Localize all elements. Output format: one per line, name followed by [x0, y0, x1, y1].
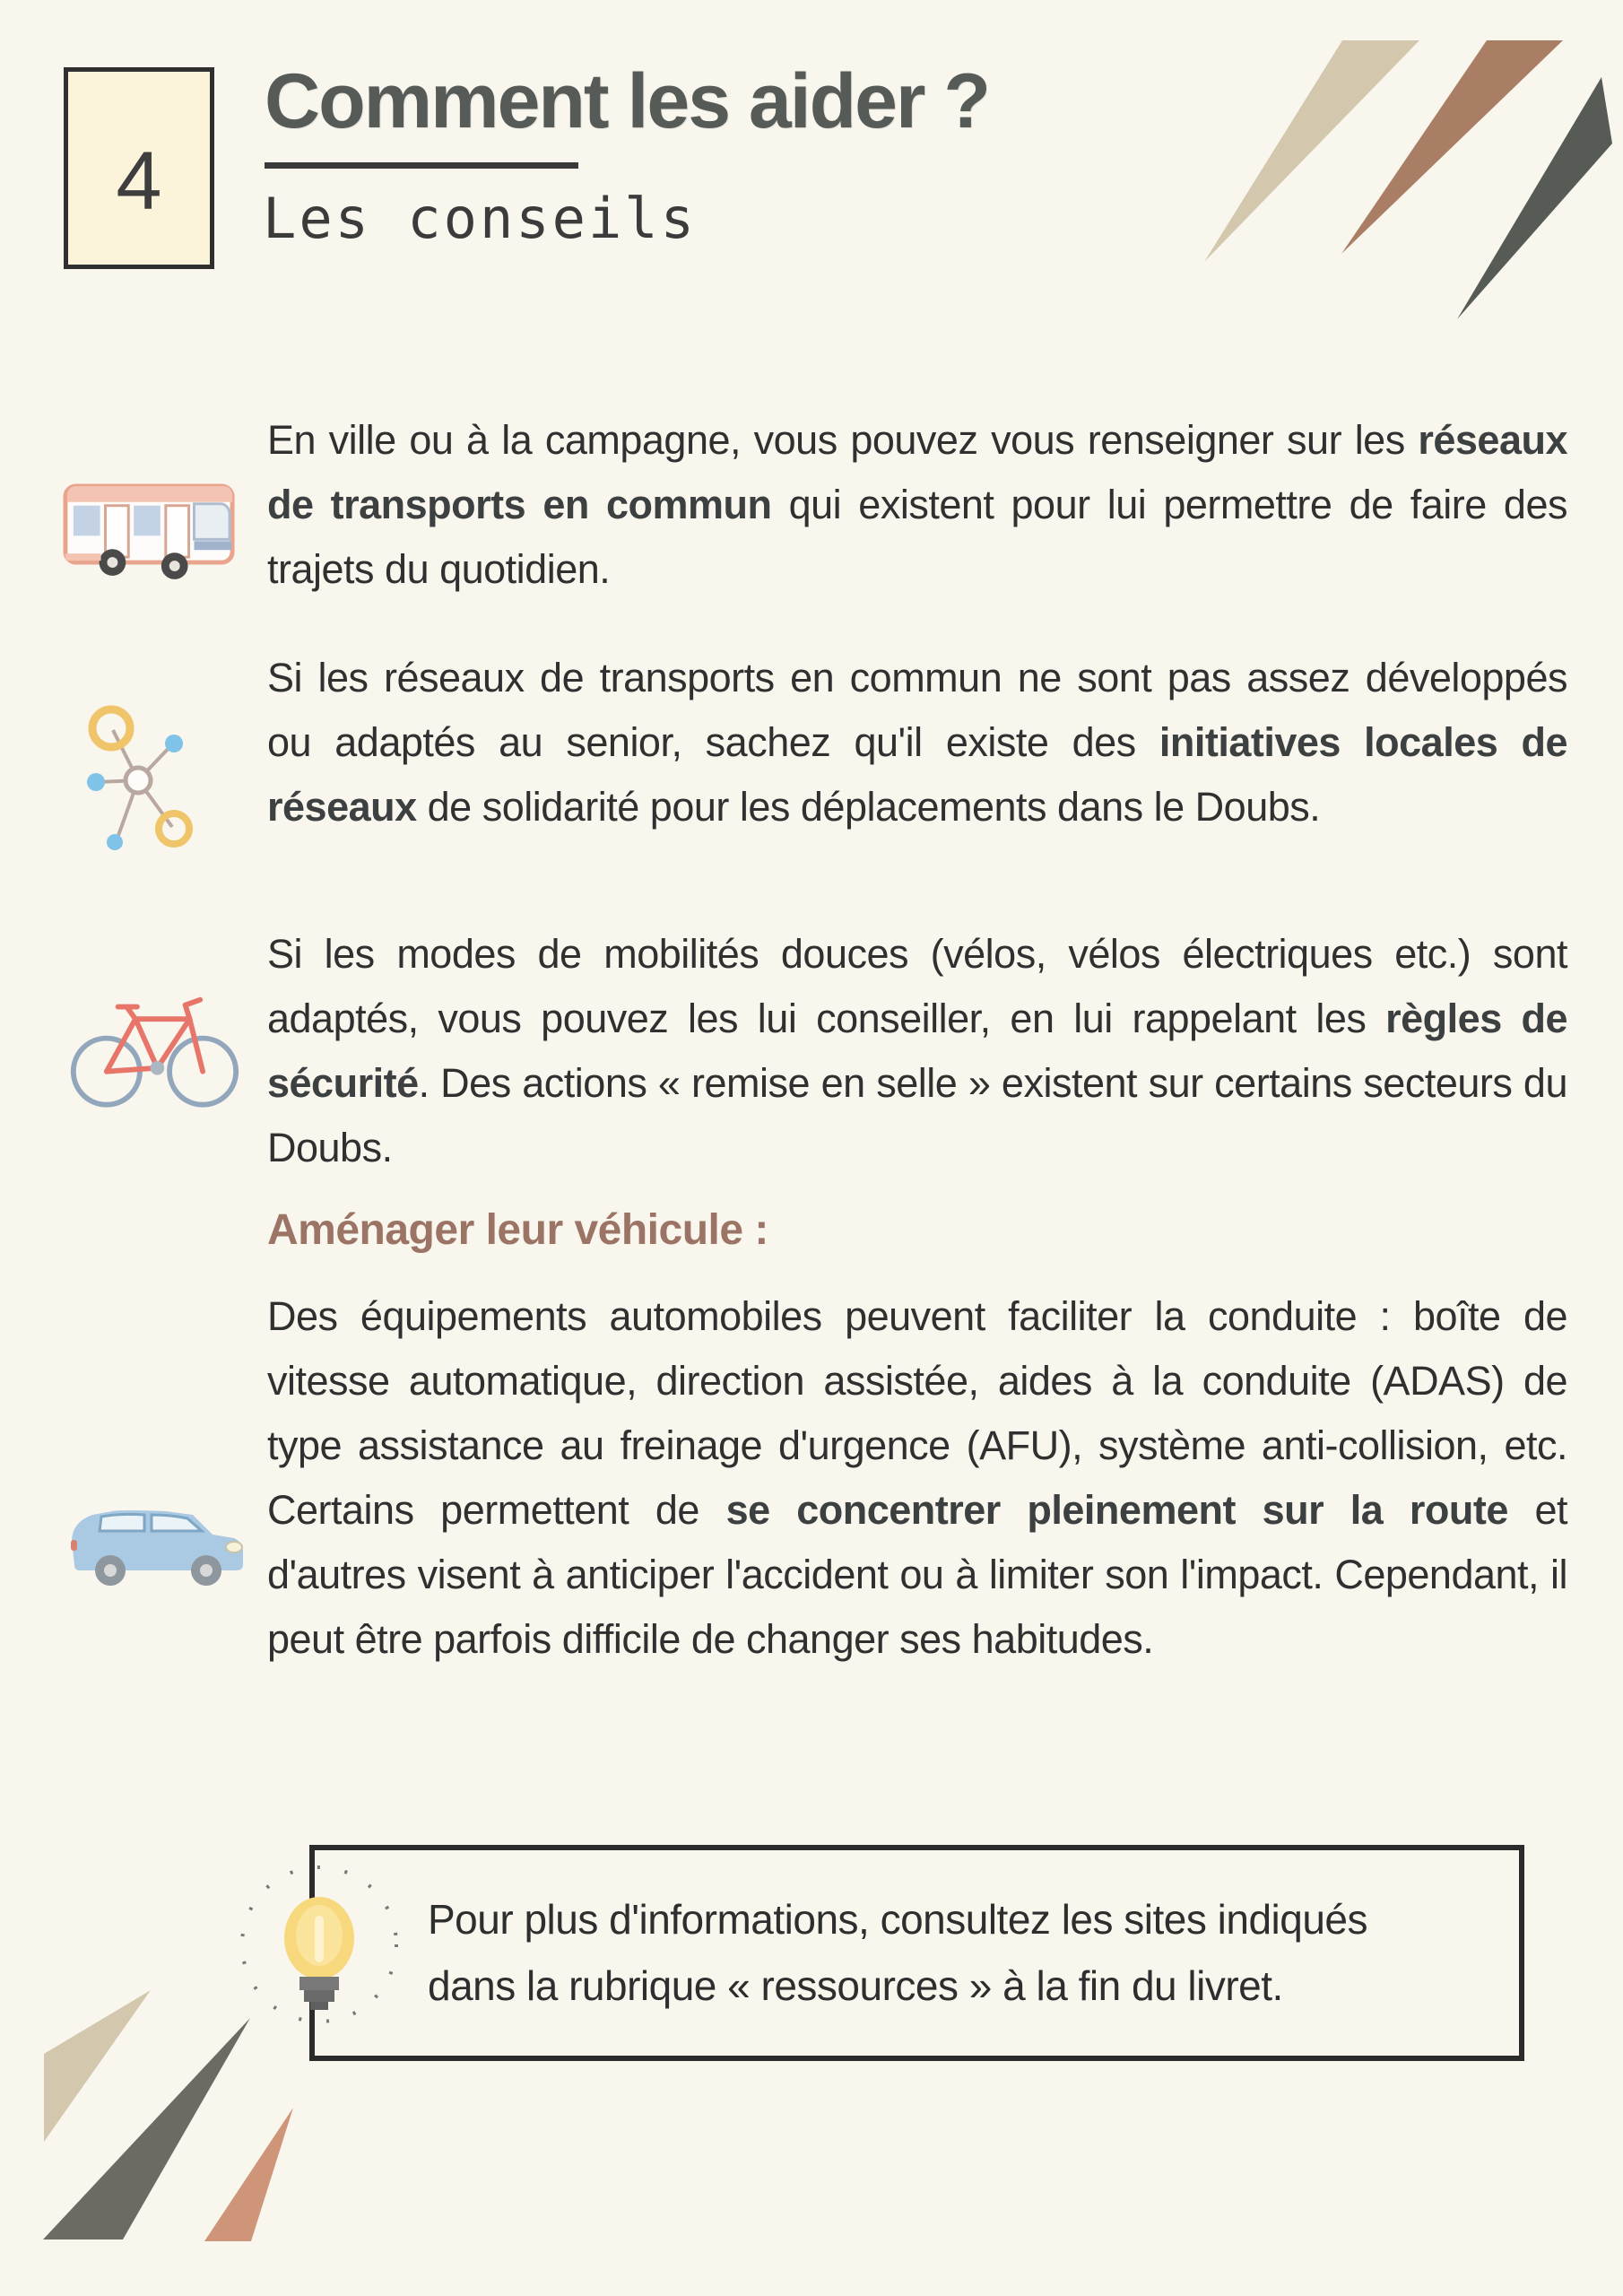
paragraph-equipements [267, 1284, 1567, 1672]
paragraph-text: qui existent pour lui permettre de faire des trajets du quotidien. [267, 482, 1567, 592]
spike-dark-top [1457, 77, 1612, 319]
bus-icon [61, 466, 239, 585]
paragraph-text: Si les modes de mobilités douces (vélos, vélos électriques etc.) sont adaptés, vous pouvez les lui conseiller, en lui rappelant les [267, 931, 1567, 1041]
vehicle-heading: Aménager leur véhicule : [267, 1206, 768, 1254]
paragraph-transports [267, 408, 1567, 602]
title-underline [265, 162, 578, 169]
paragraph-bold-text: initiatives locales de réseaux [267, 719, 1567, 830]
page-title: Comment les aider ? [265, 58, 989, 144]
paragraph-text: Des équipements automobiles peuvent faciliter la conduite : boîte de vitesse automatique, direction assistée, aides à la conduite (ADAS) de type assistance au freinage d'urgence (AFU), système anti-collision, etc. Certains permettent de [267, 1293, 1567, 1533]
paragraph-bold-text: règles de sécurité [267, 996, 1567, 1106]
spike-dark-bottom [43, 2018, 250, 2239]
paragraph-mobilites-douces [267, 922, 1567, 1180]
bicycle-icon [67, 973, 242, 1112]
spike-salmon-bottom [204, 2108, 293, 2241]
spike-brown-top [1341, 40, 1563, 254]
note-text [428, 1886, 1531, 2019]
paragraph-bold-text: réseaux de transports en commun [267, 417, 1567, 527]
section-number-box [64, 67, 214, 269]
car-icon [58, 1475, 251, 1601]
paragraph-text: Si les réseaux de transports en commun ne sont pas assez développés ou adaptés au senior, sachez qu'il existe des [267, 655, 1567, 765]
lightbulb-icon [228, 1855, 411, 2038]
section-number: 4 [116, 135, 162, 227]
paragraph-initiatives [267, 646, 1567, 839]
paragraph-text: . Des actions « remise en selle » existent sur certains secteurs du Doubs. [267, 1060, 1567, 1170]
paragraph-text: et d'autres visent à anticiper l'accident ou à limiter son l'impact. Cependant, il peut être parfois difficile de changer ses habitudes. [267, 1487, 1567, 1662]
page-subtitle: Les conseils [263, 186, 697, 251]
spike-tan-bottom [44, 1990, 151, 2142]
paragraph-text: En ville ou à la campagne, vous pouvez vous renseigner sur les [267, 417, 1419, 463]
paragraph-text: de solidarité pour les déplacements dans le Doubs. [416, 784, 1321, 830]
network-icon [82, 701, 215, 858]
spike-tan-top [1204, 40, 1419, 262]
paragraph-bold-text: se concentrer pleinement sur la route [725, 1487, 1508, 1533]
note-line: dans la rubrique « ressources » à la fin du livret. [428, 1962, 1283, 2009]
note-line: Pour plus d'informations, consultez les sites indiqués [428, 1896, 1368, 1943]
